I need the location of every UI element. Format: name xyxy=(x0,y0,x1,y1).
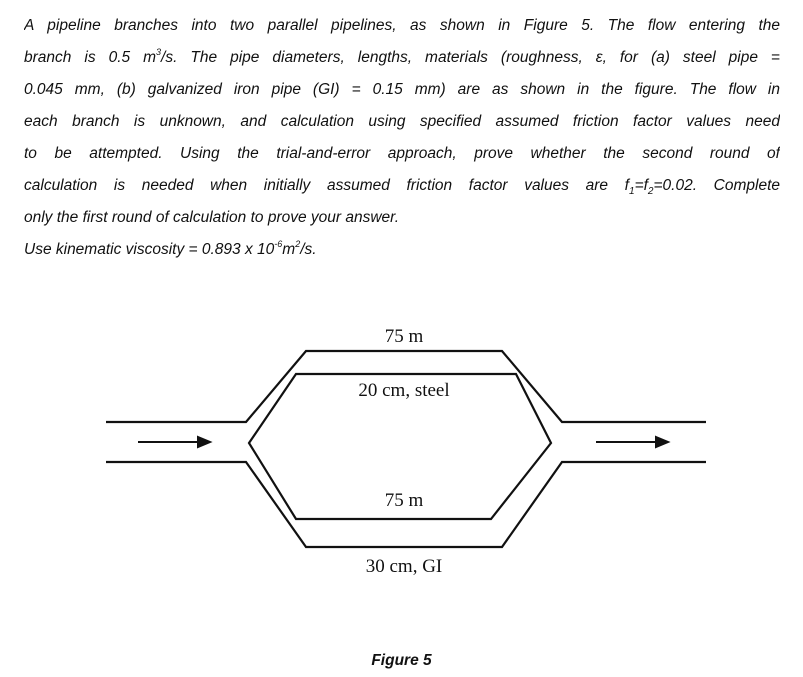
upper-pipe-length: 75 m xyxy=(384,326,424,347)
figure-caption: Figure 5 xyxy=(371,652,432,669)
problem-line-6: calculation is needed when initially assumed friction factor values are $f_1=f_2=0.02$. Complete xyxy=(24,177,780,198)
problem-statement xyxy=(24,10,780,266)
problem-line-4: each branch is unknown, and calculation using specified assumed friction factor values need xyxy=(24,113,780,130)
outlet-flow-arrow-head xyxy=(656,437,668,447)
upper-pipe-spec: 20 cm, steel xyxy=(358,380,450,401)
problem-line-7: only the first round of calculation to prove your answer. xyxy=(24,209,400,226)
problem-line-1: A pipeline branches into two parallel pipelines, as shown in Figure 5. The flow entering the xyxy=(24,17,780,34)
problem-line-8: Use kinematic viscosity = 0.893 x $10^{-6}m^2/s$. xyxy=(24,238,317,258)
lower-pipe-length: 75 m xyxy=(384,490,424,511)
pipeline-diagram xyxy=(106,300,706,600)
lower-pipe-spec: 30 cm, GI xyxy=(365,556,443,577)
problem-line-3: 0.045 mm, (b) galvanized iron pipe (GI) = 0.15 mm) are as shown in the figure. The flow in xyxy=(24,81,780,98)
pipeline-figure xyxy=(106,300,706,600)
inlet-flow-arrow-head xyxy=(198,437,210,447)
problem-line-2: branch is 0.5 $m^3/s$. The pipe diameters, lengths, materials (roughness, ε, for (a) steel pipe = xyxy=(24,46,780,66)
problem-line-5: to be attempted. Using the trial-and-error approach, prove whether the second round of xyxy=(24,145,780,162)
